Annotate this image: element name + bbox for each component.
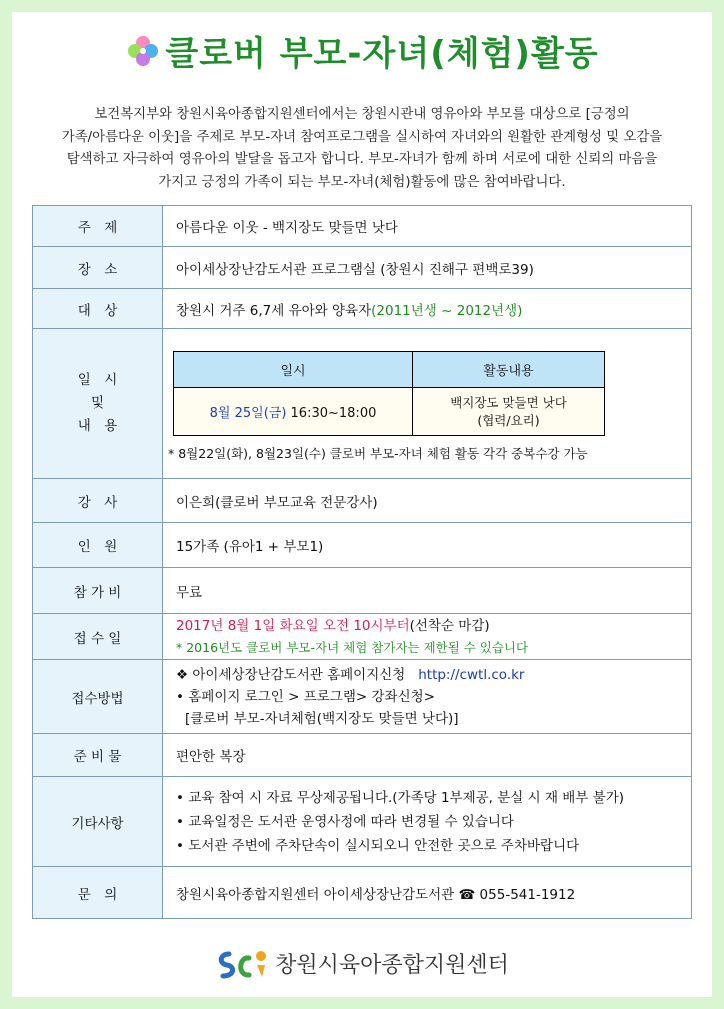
etc-item: • 도서관 주변에 주차단속이 실시되오니 안전한 곳으로 주차바랍니다: [176, 837, 580, 854]
event-date: 8월 25일(금): [209, 406, 287, 421]
value-instructor: 이은희(클로버 부모교육 전문강사): [163, 479, 692, 523]
row-topic: [33, 206, 692, 247]
label-schedule-line: 일 시: [77, 372, 118, 388]
target-birth-years: (2011년생 ~ 2012년생): [371, 302, 523, 319]
row-reception: [33, 614, 692, 660]
etc-item: • 교육일정은 도서관 운영사정에 따라 변경될 수 있습니다: [176, 813, 514, 830]
header-activity: 활동내용: [413, 352, 605, 388]
footer-text: 창원시육아종합지원센터: [275, 953, 509, 978]
page-title: [12, 26, 712, 75]
label-schedule-line: 및: [90, 395, 105, 411]
reception-note-inline: (선착순 마감): [409, 617, 490, 634]
activity-title: 백지장도 맞들면 낫다: [450, 394, 567, 410]
reception-restriction: * 2016년도 클로버 부모-자녀 체험 참가자는 제한될 수 있습니다: [176, 639, 529, 655]
cell-activity: [413, 388, 605, 436]
label-schedule: [33, 329, 163, 479]
row-etc: [33, 777, 692, 867]
value-contact: 창원시육아종합지원센터 아이세상장난감도서관 ☎ 055-541-1912: [163, 867, 692, 919]
value-fee: 무료: [163, 568, 692, 614]
row-people: [33, 523, 692, 568]
row-place: [33, 247, 692, 289]
footer-organization: [12, 946, 712, 982]
label-etc: 기타사항: [33, 777, 163, 867]
clover-icon: [125, 33, 161, 69]
label-place: 장 소: [33, 247, 163, 289]
label-topic: 주 제: [33, 206, 163, 247]
event-time: 16:30~18:00: [286, 406, 377, 421]
label-fee: 참 가 비: [33, 568, 163, 614]
method-line: ❖ 아이세상장난감도서관 홈페이지신청: [176, 666, 406, 683]
value-people: 15가족 (유아1 + 부모1): [163, 523, 692, 568]
row-contact: [33, 867, 692, 919]
schedule-table: [173, 351, 605, 436]
value-method: [163, 660, 692, 734]
target-text: 창원시 거주 6,7세 유아와 양육자: [176, 302, 372, 319]
row-prep: [33, 734, 692, 777]
reception-date: 2017년 8월 1일 화요일 오전 10시부터: [176, 617, 410, 634]
method-line: [클로버 부모-자녀체험(백지장도 맞들면 낫다)]: [185, 710, 459, 727]
intro-line: 가족/아름다운 이웃]을 주제로 부모-자녀 참여프로그램을 실시하여 자녀와의 원활한 관계형성 및 오감을: [61, 129, 663, 145]
label-target: 대 상: [33, 289, 163, 329]
poster: [12, 12, 712, 997]
label-people: 인 원: [33, 523, 163, 568]
value-etc: [163, 777, 692, 867]
row-target: [33, 289, 692, 329]
value-schedule: [163, 329, 692, 479]
activity-subtitle: (협력/요리): [477, 412, 540, 428]
label-reception: 접 수 일: [33, 614, 163, 660]
etc-item: • 교육 참여 시 자료 무상제공됩니다.(가족당 1부제공, 분실 시 재 배부 불가): [176, 789, 625, 806]
schedule-note: * 8월22일(화), 8월23일(수) 클로버 부모-자녀 체험 활동 각각 중복수강 가능: [168, 446, 588, 461]
value-place: 아이세상장난감도서관 프로그램실 (창원시 진해구 편백로39): [163, 247, 692, 289]
label-instructor: 강 사: [33, 479, 163, 523]
label-contact: 문 의: [33, 867, 163, 919]
intro-paragraph: [18, 104, 706, 194]
value-reception: [163, 614, 692, 660]
method-line: • 홈페이지 로그인 > 프로그램> 강좌신청>: [176, 688, 435, 705]
intro-line: 보건복지부와 창원시육아종합지원센터에서는 창원시관내 영유아와 부모를 대상으로 [긍정의: [94, 107, 630, 122]
header-datetime: 일시: [174, 352, 413, 388]
intro-line: 가지고 긍정의 가족이 되는 부모-자녀(체험)활동에 많은 참여바랍니다.: [158, 174, 566, 190]
label-prep: 준 비 물: [33, 734, 163, 777]
intro-line: 탐색하고 자극하여 영유아의 발달을 돕고자 합니다. 부모-자녀가 함께 하며 서로에 대한 신뢰의 마음을: [66, 152, 658, 167]
cell-datetime: [174, 388, 413, 436]
row-fee: [33, 568, 692, 614]
label-schedule-line: 내 용: [77, 418, 118, 434]
row-schedule: [33, 329, 692, 479]
row-instructor: [33, 479, 692, 523]
title-text: 클로버 부모-자녀(체험)활동: [165, 34, 599, 74]
info-table: [32, 205, 692, 919]
homepage-link[interactable]: http://cwtl.co.kr: [418, 666, 525, 683]
row-method: [33, 660, 692, 734]
center-logo-icon: [215, 946, 271, 982]
value-target: [163, 289, 692, 329]
label-method: 접수방법: [33, 660, 163, 734]
value-prep: 편안한 복장: [163, 734, 692, 777]
value-topic: 아름다운 이웃 - 백지장도 맞들면 낫다: [163, 206, 692, 247]
